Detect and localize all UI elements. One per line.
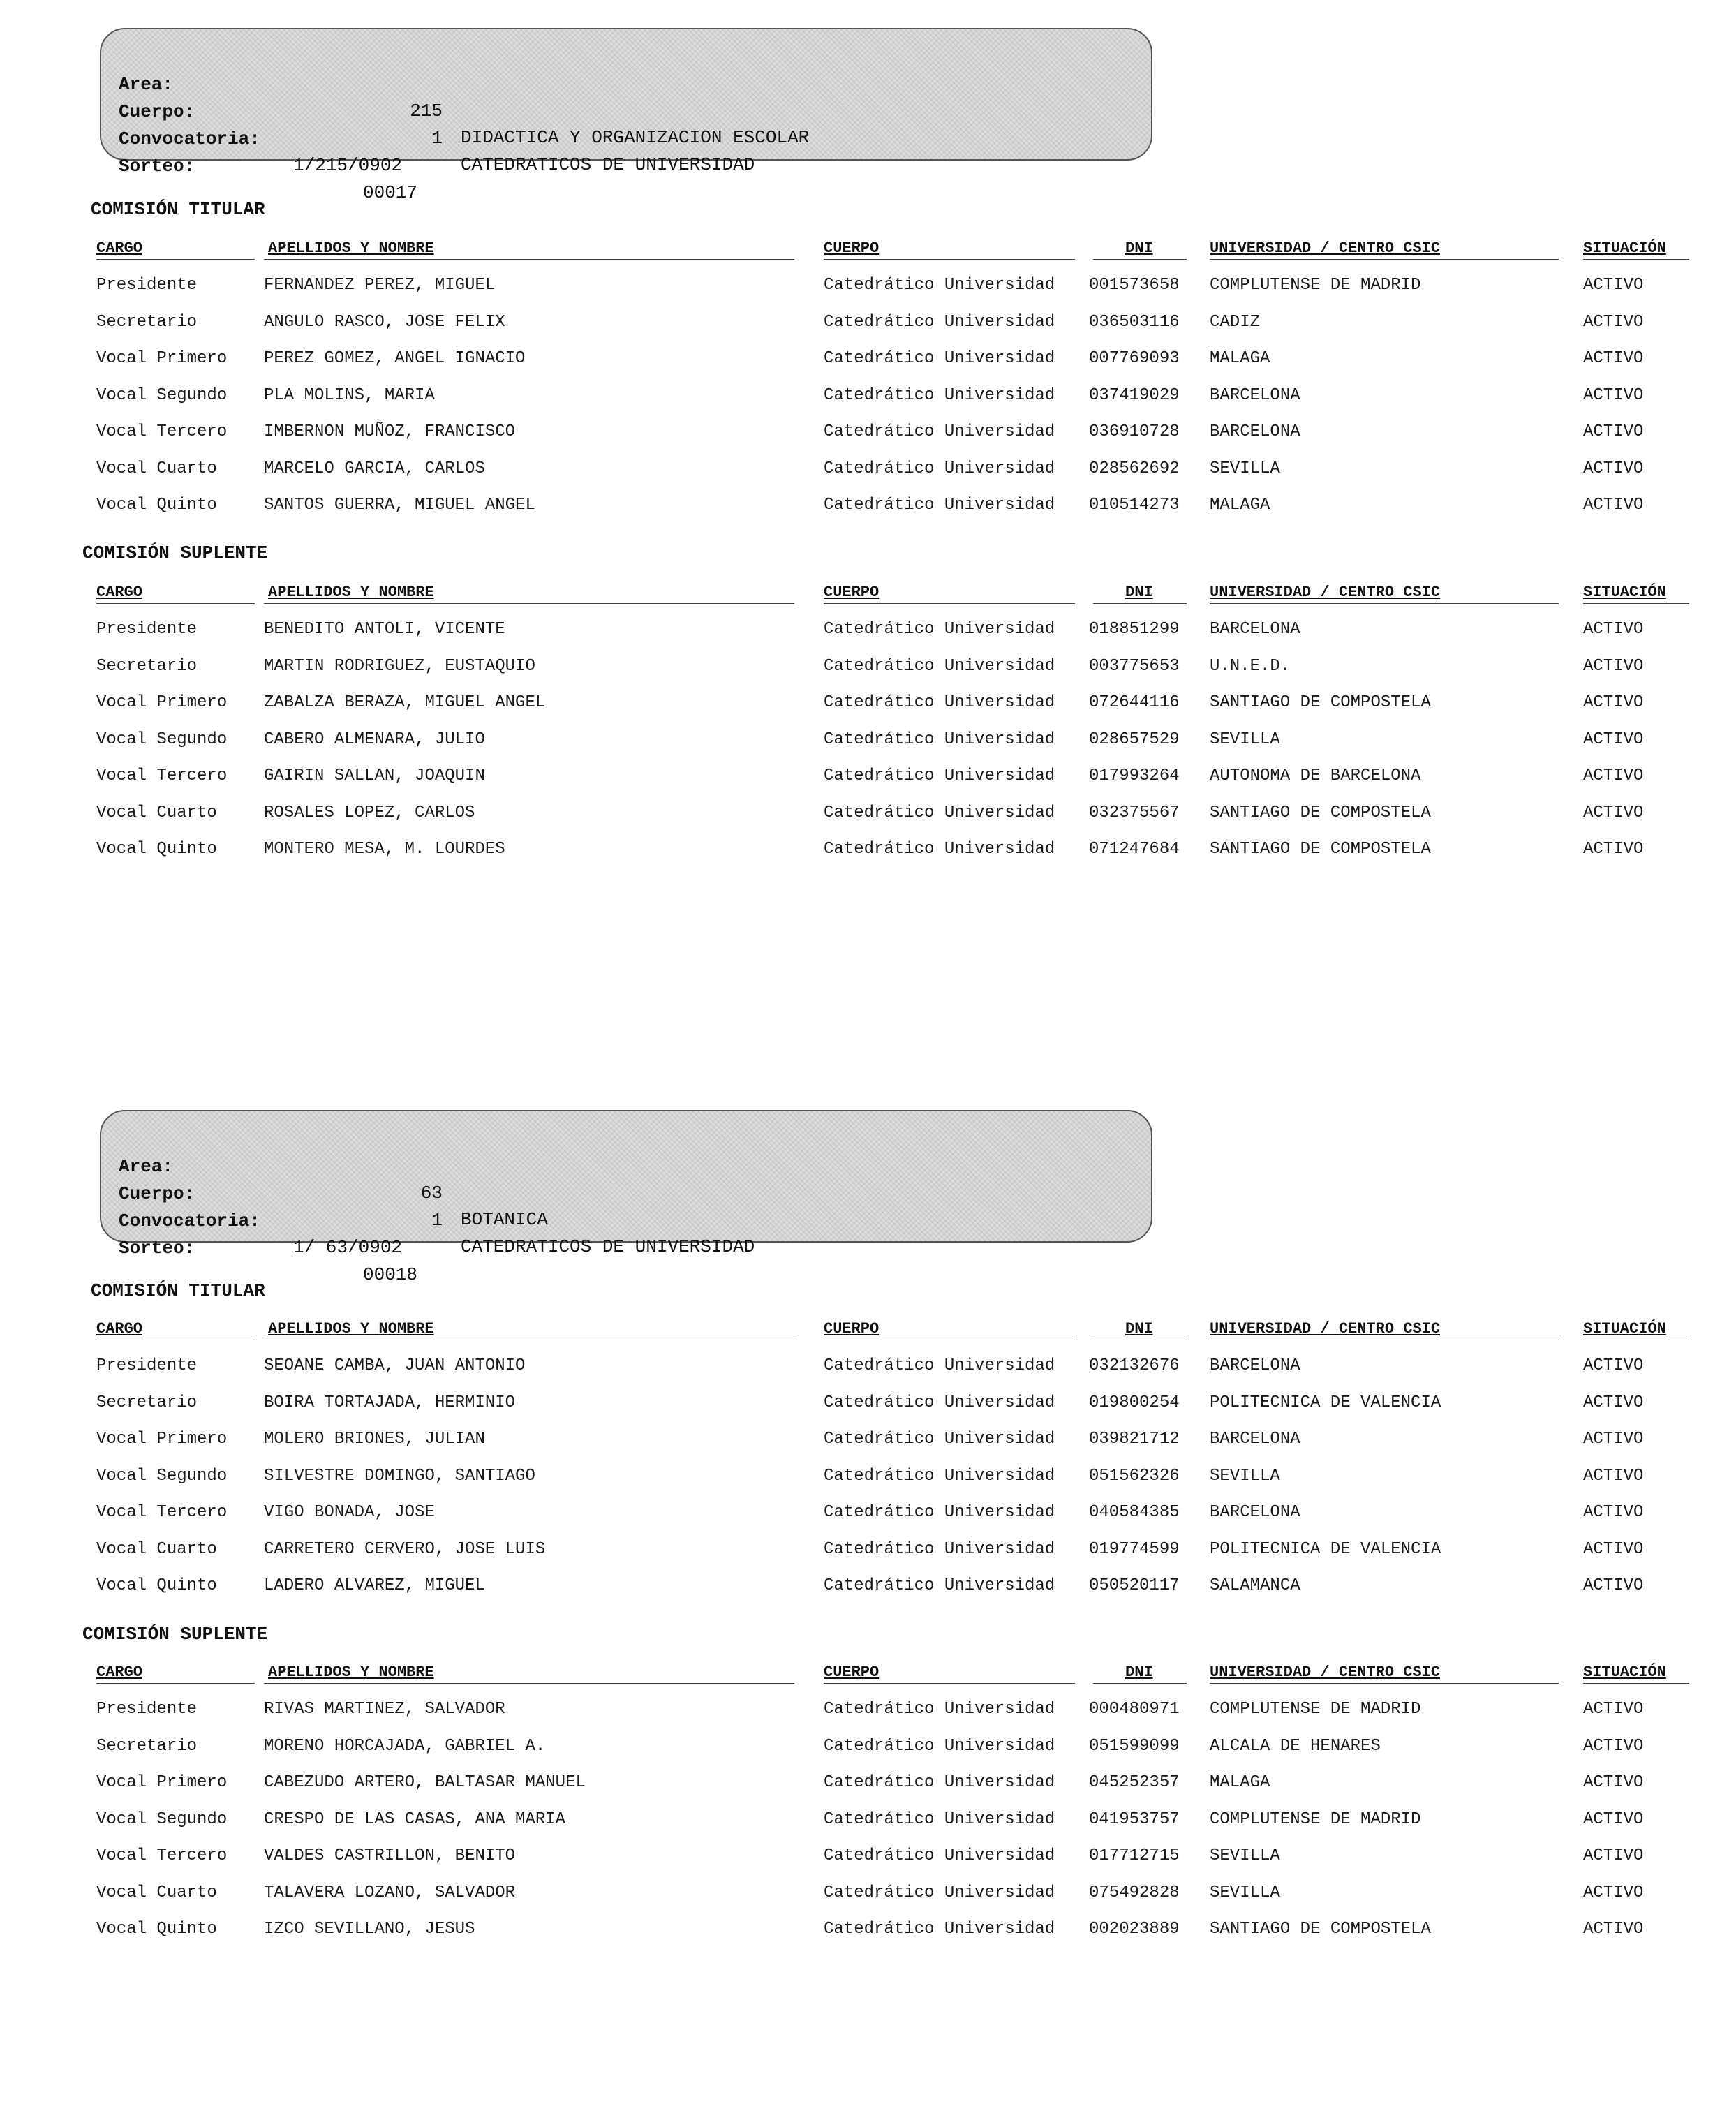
table-cell-universidad: COMPLUTENSE DE MADRID — [1210, 276, 1421, 295]
column-header-dni: DNI — [1125, 1320, 1153, 1338]
sorteo-value: 00017 — [363, 182, 418, 203]
table-cell-cargo: Vocal Quinto — [96, 1920, 217, 1939]
table-cell-cuerpo: Catedrático Universidad — [824, 1773, 1055, 1792]
cuerpo-label: Cuerpo: — [119, 1183, 195, 1204]
table-cell-dni: 019800254 — [1089, 1393, 1180, 1412]
table-cell-cuerpo: Catedrático Universidad — [824, 1539, 1055, 1559]
table-cell-cargo: Vocal Cuarto — [96, 803, 217, 822]
table-cell-cargo: Vocal Primero — [96, 693, 228, 712]
table-cell-nombre: BOIRA TORTAJADA, HERMINIO — [264, 1393, 516, 1412]
titular-title: COMISIÓN TITULAR — [91, 199, 265, 220]
table-cell-cuerpo: Catedrático Universidad — [824, 803, 1055, 822]
column-header-dni: DNI — [1125, 1664, 1153, 1681]
table-cell-cargo: Presidente — [96, 620, 198, 639]
table-cell-dni: 007769093 — [1089, 349, 1180, 368]
table-cell-nombre: CRESPO DE LAS CASAS, ANA MARIA — [264, 1809, 566, 1829]
sorteo-value: 00018 — [363, 1264, 418, 1285]
table-cell-cuerpo: Catedrático Universidad — [824, 1576, 1055, 1595]
table-cell-dni: 036910728 — [1089, 422, 1180, 441]
table-cell-cargo: Vocal Cuarto — [96, 1883, 217, 1902]
table-cell-situacion: ACTIVO — [1583, 1393, 1644, 1412]
table-cell-cargo: Vocal Quinto — [96, 840, 217, 859]
table-cell-universidad: COMPLUTENSE DE MADRID — [1210, 1700, 1421, 1719]
table-cell-nombre: CABERO ALMENARA, JULIO — [264, 729, 485, 749]
table-cell-nombre: SEOANE CAMBA, JUAN ANTONIO — [264, 1356, 526, 1375]
table-cell-situacion: ACTIVO — [1583, 840, 1644, 859]
table-cell-universidad: POLITECNICA DE VALENCIA — [1210, 1539, 1441, 1559]
table-cell-situacion: ACTIVO — [1583, 1539, 1644, 1559]
table-cell-situacion: ACTIVO — [1583, 803, 1644, 822]
table-cell-situacion: ACTIVO — [1583, 1466, 1644, 1486]
table-cell-cuerpo: Catedrático Universidad — [824, 385, 1055, 405]
table-cell-universidad: POLITECNICA DE VALENCIA — [1210, 1393, 1441, 1412]
table-cell-situacion: ACTIVO — [1583, 349, 1644, 368]
column-header-cargo: CARGO — [96, 1320, 143, 1338]
table-cell-situacion: ACTIVO — [1583, 422, 1644, 441]
table-cell-universidad: BARCELONA — [1210, 1503, 1300, 1522]
table-cell-cuerpo: Catedrático Universidad — [824, 840, 1055, 859]
table-cell-nombre: VALDES CASTRILLON, BENITO — [264, 1846, 516, 1865]
table-cell-cuerpo: Catedrático Universidad — [824, 1846, 1055, 1865]
table-cell-dni: 002023889 — [1089, 1920, 1180, 1939]
table-cell-dni: 017712715 — [1089, 1846, 1180, 1865]
table-cell-cargo: Vocal Primero — [96, 1430, 228, 1449]
table-cell-cuerpo: Catedrático Universidad — [824, 422, 1055, 441]
table-cell-nombre: ZABALZA BERAZA, MIGUEL ANGEL — [264, 693, 546, 712]
table-cell-cargo: Vocal Quinto — [96, 1576, 217, 1595]
table-cell-universidad: ALCALA DE HENARES — [1210, 1736, 1381, 1756]
table-cell-dni: 019774599 — [1089, 1539, 1180, 1559]
table-cell-situacion: ACTIVO — [1583, 656, 1644, 676]
column-header-cuerpo: CUERPO — [824, 1320, 880, 1338]
column-header-situacion: SITUACIÓN — [1583, 584, 1666, 601]
table-cell-nombre: VIGO BONADA, JOSE — [264, 1503, 435, 1522]
header-rule — [264, 1683, 794, 1684]
table-cell-cuerpo: Catedrático Universidad — [824, 1883, 1055, 1902]
column-header-apellidos: APELLIDOS Y NOMBRE — [268, 584, 434, 601]
table-cell-nombre: MORENO HORCAJADA, GABRIEL A. — [264, 1736, 546, 1756]
table-cell-situacion: ACTIVO — [1583, 385, 1644, 405]
table-cell-universidad: SEVILLA — [1210, 459, 1280, 478]
table-cell-cargo: Vocal Tercero — [96, 1503, 228, 1522]
column-header-cuerpo: CUERPO — [824, 584, 880, 601]
table-cell-nombre: BENEDITO ANTOLI, VICENTE — [264, 620, 505, 639]
table-cell-situacion: ACTIVO — [1583, 496, 1644, 514]
table-cell-nombre: RIVAS MARTINEZ, SALVADOR — [264, 1700, 505, 1719]
table-cell-cargo: Presidente — [96, 1356, 198, 1375]
table-cell-cargo: Vocal Primero — [96, 1773, 228, 1792]
cuerpo-name: CATEDRATICOS DE UNIVERSIDAD — [461, 154, 755, 175]
table-cell-nombre: TALAVERA LOZANO, SALVADOR — [264, 1883, 516, 1902]
table-cell-universidad: CADIZ — [1210, 312, 1261, 332]
table-cell-situacion: ACTIVO — [1583, 1773, 1644, 1792]
table-cell-situacion: ACTIVO — [1583, 459, 1644, 478]
header-rule — [1583, 1683, 1689, 1684]
table-cell-cuerpo: Catedrático Universidad — [824, 312, 1055, 332]
table-cell-cargo: Vocal Primero — [96, 349, 228, 368]
table-cell-dni: 051599099 — [1089, 1736, 1180, 1756]
table-cell-cargo: Secretario — [96, 312, 198, 332]
table-cell-cuerpo: Catedrático Universidad — [824, 1503, 1055, 1522]
table-cell-universidad: BARCELONA — [1210, 1430, 1300, 1449]
table-cell-nombre: MARCELO GARCIA, CARLOS — [264, 459, 485, 478]
table-cell-cargo: Vocal Cuarto — [96, 459, 217, 478]
table-cell-universidad: BARCELONA — [1210, 422, 1300, 441]
table-cell-dni: 050520117 — [1089, 1576, 1180, 1595]
table-cell-cuerpo: Catedrático Universidad — [824, 766, 1055, 785]
convocatoria-value: 1/ 63/0902 — [293, 1237, 403, 1258]
table-cell-cuerpo: Catedrático Universidad — [824, 729, 1055, 749]
table-cell-nombre: MARTIN RODRIGUEZ, EUSTAQUIO — [264, 656, 535, 676]
table-cell-universidad: SANTIAGO DE COMPOSTELA — [1210, 693, 1431, 712]
table-cell-situacion: ACTIVO — [1583, 312, 1644, 332]
table-cell-dni: 040584385 — [1089, 1503, 1180, 1522]
table-cell-nombre: MONTERO MESA, M. LOURDES — [264, 840, 505, 859]
table-cell-universidad: SANTIAGO DE COMPOSTELA — [1210, 803, 1431, 822]
table-cell-nombre: CABEZUDO ARTERO, BALTASAR MANUEL — [264, 1773, 586, 1792]
table-cell-cargo: Vocal Cuarto — [96, 1539, 217, 1559]
table-cell-situacion: ACTIVO — [1583, 1700, 1644, 1719]
column-header-situacion: SITUACIÓN — [1583, 239, 1666, 257]
table-cell-dni: 028562692 — [1089, 459, 1180, 478]
table-cell-dni: 036503116 — [1089, 312, 1180, 332]
table-cell-universidad: SANTIAGO DE COMPOSTELA — [1210, 840, 1431, 859]
table-cell-cuerpo: Catedrático Universidad — [824, 1430, 1055, 1449]
table-cell-universidad: MALAGA — [1210, 349, 1270, 368]
column-header-dni: DNI — [1125, 584, 1153, 601]
table-cell-cargo: Presidente — [96, 1700, 198, 1719]
table-cell-universidad: U.N.E.D. — [1210, 656, 1291, 676]
sorteo-label: Sorteo: — [119, 156, 195, 177]
table-cell-cargo: Vocal Segundo — [96, 1466, 228, 1486]
table-cell-cargo: Vocal Tercero — [96, 422, 228, 441]
table-cell-cuerpo: Catedrático Universidad — [824, 656, 1055, 676]
table-cell-nombre: PEREZ GOMEZ, ANGEL IGNACIO — [264, 349, 526, 368]
table-cell-cuerpo: Catedrático Universidad — [824, 1809, 1055, 1829]
table-cell-cargo: Vocal Tercero — [96, 766, 228, 785]
column-header-dni: DNI — [1125, 239, 1153, 257]
area-name: DIDACTICA Y ORGANIZACION ESCOLAR — [461, 127, 810, 148]
table-cell-universidad: SEVILLA — [1210, 1883, 1280, 1902]
table-cell-dni: 018851299 — [1089, 620, 1180, 639]
cuerpo-label: Cuerpo: — [119, 101, 195, 122]
table-cell-cuerpo: Catedrático Universidad — [824, 1466, 1055, 1486]
table-cell-nombre: LADERO ALVAREZ, MIGUEL — [264, 1576, 485, 1595]
header-box — [100, 1110, 1152, 1285]
table-cell-nombre: MOLERO BRIONES, JULIAN — [264, 1430, 485, 1449]
table-cell-dni: 041953757 — [1089, 1809, 1180, 1829]
table-cell-dni: 010514273 — [1089, 496, 1180, 514]
column-header-situacion: SITUACIÓN — [1583, 1664, 1666, 1681]
table-cell-situacion: ACTIVO — [1583, 1576, 1644, 1595]
table-cell-universidad: SALAMANCA — [1210, 1576, 1300, 1595]
cuerpo-code: 1 — [431, 1210, 443, 1231]
table-cell-cuerpo: Catedrático Universidad — [824, 276, 1055, 295]
column-header-cargo: CARGO — [96, 584, 143, 601]
table-cell-dni: 032132676 — [1089, 1356, 1180, 1375]
suplente-title: COMISIÓN SUPLENTE — [82, 542, 268, 563]
table-cell-cuerpo: Catedrático Universidad — [824, 693, 1055, 712]
table-cell-dni: 072644116 — [1089, 693, 1180, 712]
table-cell-cuerpo: Catedrático Universidad — [824, 1700, 1055, 1719]
area-code: 215 — [410, 101, 443, 121]
suplente-title: COMISIÓN SUPLENTE — [82, 1624, 268, 1645]
table-cell-cargo: Vocal Tercero — [96, 1846, 228, 1865]
table-cell-cuerpo: Catedrático Universidad — [824, 1356, 1055, 1375]
table-cell-situacion: ACTIVO — [1583, 276, 1644, 295]
table-cell-nombre: SANTOS GUERRA, MIGUEL ANGEL — [264, 496, 535, 514]
table-cell-situacion: ACTIVO — [1583, 1809, 1644, 1829]
cuerpo-name: CATEDRATICOS DE UNIVERSIDAD — [461, 1236, 755, 1257]
column-header-cargo: CARGO — [96, 1664, 143, 1681]
table-cell-nombre: CARRETERO CERVERO, JOSE LUIS — [264, 1539, 546, 1559]
table-cell-cuerpo: Catedrático Universidad — [824, 1736, 1055, 1756]
table-cell-dni: 000480971 — [1089, 1700, 1180, 1719]
column-header-cuerpo: CUERPO — [824, 1664, 880, 1681]
table-cell-nombre: SILVESTRE DOMINGO, SANTIAGO — [264, 1466, 535, 1486]
table-cell-cargo: Vocal Segundo — [96, 385, 228, 405]
table-cell-cuerpo: Catedrático Universidad — [824, 349, 1055, 368]
table-cell-cuerpo: Catedrático Universidad — [824, 459, 1055, 478]
column-header-cargo: CARGO — [96, 239, 143, 257]
table-cell-dni: 003775653 — [1089, 656, 1180, 676]
table-cell-cuerpo: Catedrático Universidad — [824, 620, 1055, 639]
table-cell-situacion: ACTIVO — [1583, 729, 1644, 749]
table-cell-universidad: SEVILLA — [1210, 729, 1280, 749]
table-cell-situacion: ACTIVO — [1583, 1846, 1644, 1865]
table-cell-nombre: IZCO SEVILLANO, JESUS — [264, 1920, 475, 1939]
table-cell-dni: 032375567 — [1089, 803, 1180, 822]
area-name: BOTANICA — [461, 1209, 548, 1230]
column-header-apellidos: APELLIDOS Y NOMBRE — [268, 1664, 434, 1681]
table-cell-cuerpo: Catedrático Universidad — [824, 496, 1055, 514]
column-header-universidad: UNIVERSIDAD / CENTRO CSIC — [1210, 239, 1441, 257]
table-cell-cargo: Vocal Segundo — [96, 1809, 228, 1829]
table-cell-nombre: IMBERNON MUÑOZ, FRANCISCO — [264, 422, 516, 441]
header-rule — [1210, 1683, 1559, 1684]
area-code: 63 — [420, 1183, 443, 1203]
column-header-cuerpo: CUERPO — [824, 239, 880, 257]
header-rule — [824, 1683, 1075, 1684]
table-cell-cargo: Secretario — [96, 656, 198, 676]
table-cell-dni: 051562326 — [1089, 1466, 1180, 1486]
table-cell-situacion: ACTIVO — [1583, 1430, 1644, 1449]
table-cell-situacion: ACTIVO — [1583, 1736, 1644, 1756]
table-cell-nombre: PLA MOLINS, MARIA — [264, 385, 435, 405]
table-cell-dni: 039821712 — [1089, 1430, 1180, 1449]
table-cell-dni: 045252357 — [1089, 1773, 1180, 1792]
table-cell-cargo: Vocal Segundo — [96, 729, 228, 749]
convocatoria-label: Convocatoria: — [119, 128, 260, 149]
table-cell-nombre: FERNANDEZ PEREZ, MIGUEL — [264, 276, 496, 295]
table-cell-situacion: ACTIVO — [1583, 1356, 1644, 1375]
table-cell-dni: 071247684 — [1089, 840, 1180, 859]
table-cell-universidad: BARCELONA — [1210, 1356, 1300, 1375]
column-header-universidad: UNIVERSIDAD / CENTRO CSIC — [1210, 1320, 1441, 1338]
titular-title: COMISIÓN TITULAR — [91, 1280, 265, 1301]
table-cell-dni: 028657529 — [1089, 729, 1180, 749]
table-cell-nombre: ROSALES LOPEZ, CARLOS — [264, 803, 475, 822]
table-cell-situacion: ACTIVO — [1583, 766, 1644, 785]
table-cell-cuerpo: Catedrático Universidad — [824, 1920, 1055, 1939]
table-cell-universidad: MALAGA — [1210, 496, 1270, 514]
table-cell-situacion: ACTIVO — [1583, 620, 1644, 639]
column-header-situacion: SITUACIÓN — [1583, 1320, 1666, 1338]
table-cell-cargo: Secretario — [96, 1736, 198, 1756]
table-cell-nombre: GAIRIN SALLAN, JOAQUIN — [264, 766, 485, 785]
table-cell-situacion: ACTIVO — [1583, 1503, 1644, 1522]
table-cell-situacion: ACTIVO — [1583, 1883, 1644, 1902]
table-cell-universidad: AUTONOMA DE BARCELONA — [1210, 766, 1421, 785]
table-cell-cargo: Presidente — [96, 276, 198, 295]
area-label: Area: — [119, 74, 174, 95]
convocatoria-value: 1/215/0902 — [293, 155, 403, 176]
table-cell-universidad: SEVILLA — [1210, 1846, 1280, 1865]
table-cell-cargo: Vocal Quinto — [96, 496, 217, 514]
header-rule — [1093, 1683, 1187, 1684]
table-cell-universidad: SEVILLA — [1210, 1466, 1280, 1486]
table-cell-cuerpo: Catedrático Universidad — [824, 1393, 1055, 1412]
table-cell-situacion: ACTIVO — [1583, 1920, 1644, 1939]
table-cell-universidad: COMPLUTENSE DE MADRID — [1210, 1809, 1421, 1829]
table-cell-universidad: BARCELONA — [1210, 620, 1300, 639]
table-cell-cargo: Secretario — [96, 1393, 198, 1412]
header-rule — [96, 1683, 255, 1684]
table-cell-situacion: ACTIVO — [1583, 693, 1644, 712]
table-cell-nombre: ANGULO RASCO, JOSE FELIX — [264, 312, 505, 332]
column-header-apellidos: APELLIDOS Y NOMBRE — [268, 1320, 434, 1338]
column-header-universidad: UNIVERSIDAD / CENTRO CSIC — [1210, 584, 1441, 601]
table-cell-universidad: MALAGA — [1210, 1773, 1270, 1792]
column-header-universidad: UNIVERSIDAD / CENTRO CSIC — [1210, 1664, 1441, 1681]
convocatoria-label: Convocatoria: — [119, 1210, 260, 1231]
table-cell-dni: 017993264 — [1089, 766, 1180, 785]
area-label: Area: — [119, 1156, 174, 1177]
table-cell-dni: 001573658 — [1089, 276, 1180, 295]
column-header-apellidos: APELLIDOS Y NOMBRE — [268, 239, 434, 257]
table-cell-dni: 037419029 — [1089, 385, 1180, 405]
table-cell-dni: 075492828 — [1089, 1883, 1180, 1902]
sorteo-label: Sorteo: — [119, 1238, 195, 1259]
cuerpo-code: 1 — [431, 128, 443, 149]
table-cell-universidad: BARCELONA — [1210, 385, 1300, 405]
table-cell-universidad: SANTIAGO DE COMPOSTELA — [1210, 1920, 1431, 1939]
